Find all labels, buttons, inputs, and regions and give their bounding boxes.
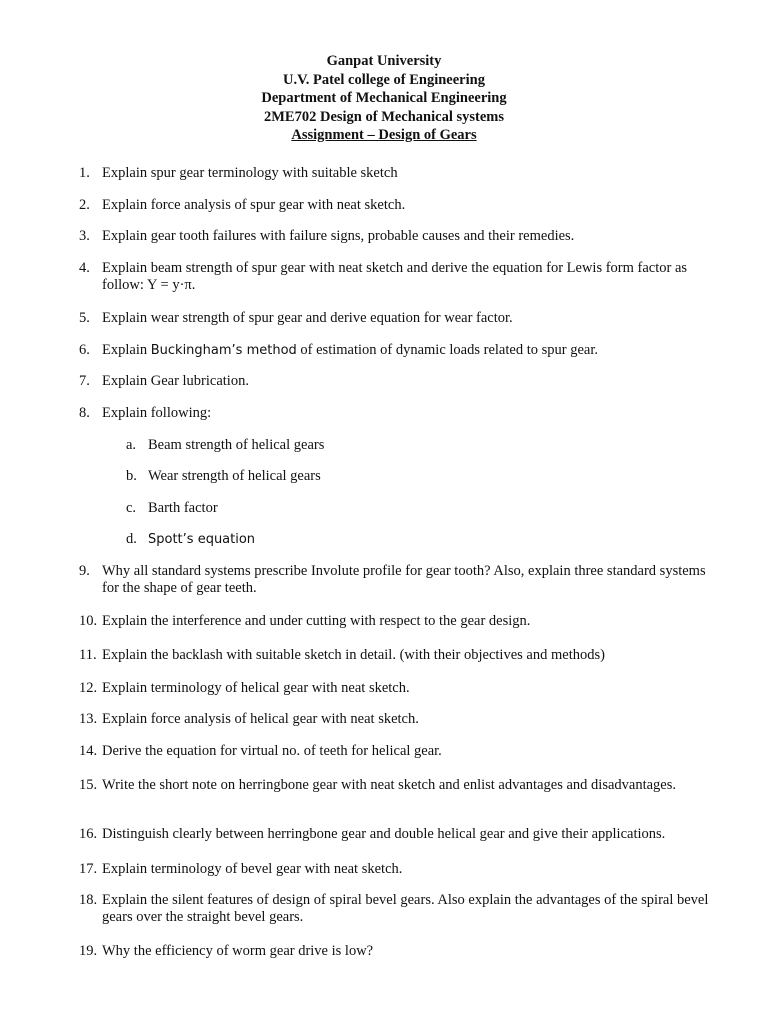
question-number: 6. [79, 342, 90, 358]
question-number: 9. [79, 563, 90, 579]
sub-item-text: Spott’s equation [148, 532, 256, 547]
document-header [0, 52, 768, 145]
sub-item-letter: d. [126, 531, 137, 547]
question-text: Explain following: [102, 405, 212, 421]
question-text: Why the efficiency of worm gear drive is low? [102, 943, 374, 959]
question-number: 15. [79, 777, 98, 793]
department-name: Department of Mechanical Engineering [261, 90, 507, 106]
question-number: 4. [79, 260, 90, 276]
question-number: 8. [79, 405, 90, 421]
question-text: Explain Gear lubrication. [102, 373, 249, 389]
question-text: Explain spur gear terminology with suitable sketch [102, 165, 398, 181]
college-name: U.V. Patel college of Engineering [283, 71, 485, 88]
question-text: Explain the silent features of design of spiral bevel gears. Also explain the advantages of the spiral bevel gears over the straight bevel gears. [102, 892, 709, 925]
question-text: Explain wear strength of spur gear and derive equation for wear factor. [102, 310, 513, 326]
question-text: Distinguish clearly between herringbone gear and double helical gear and give their applications. [102, 826, 666, 842]
question-text: Explain gear tooth failures with failure signs, probable causes and their remedies. [102, 228, 575, 244]
question-text: Explain terminology of bevel gear with neat sketch. [102, 861, 403, 877]
question-number: 3. [79, 228, 90, 244]
sub-item-letter: c. [126, 500, 137, 516]
question-number: 13. [79, 711, 98, 727]
question-text: Derive the equation for virtual no. of teeth for helical gear. [102, 743, 442, 759]
question-text-part: Explain [102, 342, 151, 358]
question-text-part: Buckingham’s method [150, 343, 297, 358]
question-number: 5. [79, 310, 90, 326]
sub-item-text: Wear strength of helical gears [148, 468, 321, 484]
question-text: Explain terminology of helical gear with neat sketch. [102, 680, 410, 696]
question-text: Explain force analysis of helical gear with neat sketch. [102, 711, 419, 727]
question-number: 12. [79, 680, 98, 696]
sub-item-letter: b. [126, 468, 137, 484]
sub-item-text: Barth factor [148, 500, 218, 516]
question-number: 16. [79, 826, 98, 842]
question-number: 19. [79, 943, 98, 959]
question-text: Explain the interference and under cutting with respect to the gear design. [102, 613, 531, 629]
question-text: Write the short note on herringbone gear with neat sketch and enlist advantages and disadvantages. [102, 777, 676, 793]
question-number: 10. [79, 613, 98, 629]
question-text [102, 342, 722, 359]
question-number: 2. [79, 197, 90, 213]
sub-item-letter: a. [126, 437, 137, 453]
sub-item-text: Beam strength of helical gears [148, 437, 325, 453]
question-text-part: of estimation of dynamic loads related to spur gear. [296, 342, 598, 358]
assignment-title: Assignment – Design of Gears [291, 127, 477, 143]
question-number: 7. [79, 373, 90, 389]
question-number: 18. [79, 892, 98, 908]
question-number: 11. [79, 647, 97, 663]
question-text: Explain the backlash with suitable sketch in detail. (with their objectives and methods) [102, 647, 605, 663]
question-number: 17. [79, 861, 98, 877]
question-text: Why all standard systems prescribe Involute profile for gear tooth? Also, explain three standard systems for the shape of gear teeth. [102, 563, 706, 596]
university-name: Ganpat University [326, 53, 442, 69]
course-title: 2ME702 Design of Mechanical systems [263, 108, 505, 125]
question-text: Explain force analysis of spur gear with neat sketch. [102, 197, 406, 213]
question-number: 14. [79, 743, 98, 759]
question-number: 1. [79, 165, 90, 181]
question-text: Explain beam strength of spur gear with neat sketch and derive the equation for Lewis form factor as follow: Y = y·π. [102, 260, 688, 293]
